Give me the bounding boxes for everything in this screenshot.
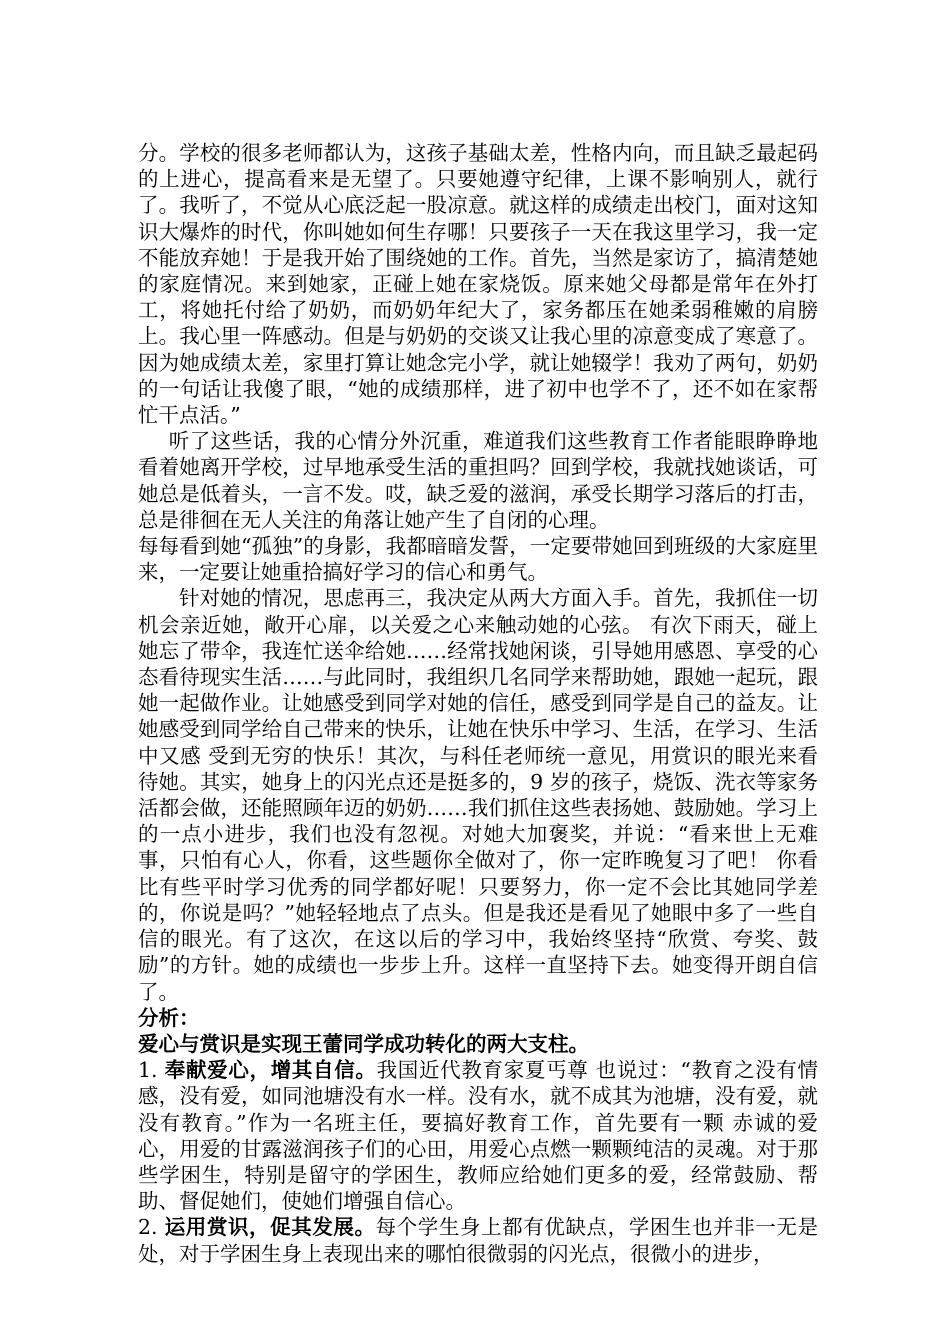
point-2-title: 运用赏识，促其发展。: [164, 1215, 376, 1240]
paragraph-two-approaches: 针对她的情况，思虑再三，我决定从两大方面入手。首先，我抓住一切机会亲近她，敞开心扉，以关爱之心来触动她的心弦。 有次下雨天，碰上她忘了带伞，我连忙送伞给她……经常找她闲谈，引导她用感恩、享受的心态看待现实生活……与此同时，我组织几名同学来帮助她，跟她一起玩，跟她一起做作业。让她感受到同学对她的信任，感受到同学是自己的益友。让她感受到同学给自己带来的快乐，让她在快乐中学习、生活，在学习、生活中又感 受到无穷的快乐！其次，与科任老师统一意见，用赏识的眼光来看待她。其实，她身上的闪光点还是挺多的，9 岁的孩子，烧饭、洗衣等家务活都会做，还能照顾年迈的奶奶……我们抓住这些表扬她、鼓励她。学习上的一点小进步，我们也没有忽视。对她大加褒奖，并说：“看来世上无难事，只怕有心人，你看，这些题你全做对了，你一定昨晚复习了吧！ 你看比有些平时学习优秀的同学都好呢！只要努力，你一定不会比其她同学差的，你说是吗？”她轻轻地点了点头。但是我还是看见了她眼中多了一些自信的眼光。有了这次，在这以后的学习中，我始终坚持“欣赏、夸奖、鼓励”的方针。她的成绩也一步步上升。这样一直坚持下去。她变得开朗自信了。: [138, 586, 818, 1004]
analysis-point-2: [138, 1214, 818, 1266]
paragraph-vow: 每每看到她“孤独”的身影，我都暗暗发誓，一定要带她回到班级的大家庭里来，一定要让她重拾搞好学习的信心和勇气。: [138, 534, 818, 585]
point-2-body: 每个学生身上都有优缺点，学困生也并非一无是处，对于学困生身上表现出来的哪怕很微弱的闪光点，很微小的进步，: [138, 1215, 818, 1266]
paragraph-heavy-heart: 听了这些话，我的心情分外沉重，难道我们这些教育工作者能眼睁睁地看着她离开学校，过早地承受生活的重担吗？回到学校，我就找她谈话，可她总是低着头，一言不发。哎，缺乏爱的滋润，承受长期学习落后的打击，总是徘徊在无人关注的角落让她产生了自闭的心理。: [138, 429, 818, 532]
point-1-title: 奉献爱心，增其自信。: [164, 1058, 377, 1083]
analysis-point-1: [138, 1057, 818, 1214]
paragraph-home-visit: 分。学校的很多老师都认为，这孩子基础太差，性格内向，而且缺乏最起码的上进心，提高看来是无望了。只要她遵守纪律，上课不影响别人，就行了。我听了，不觉从心底泛起一股凉意。就这样的成绩走出校门，面对这知识大爆炸的时代，你叫她如何生存哪！只要孩子一天在我这里学习，我一定不能放弃她！于是我开始了围绕她的工作。首先，当然是家访了，搞清楚她的家庭情况。来到她家，正碰上她在家烧饭。原来她父母都是常年在外打工，将她托付给了奶奶，而奶奶年纪大了，家务都压在她柔弱稚嫩的肩膀上。我心里一阵感动。但是与奶奶的交谈又让我心里的凉意变成了寒意了。因为她成绩太差，家里打算让她念完小学，就让她辍学！我劝了两句，奶奶的一句话让我傻了眼，“她的成绩那样，进了初中也学不了，还不如在家帮忙干点活。”: [138, 141, 818, 428]
point-1-body: 我国近代教育家夏丐尊 也说过：“教育之没有情感，没有爱，如同池塘没有水一样。没有水，就不成其为池塘，没有爱，就没有教育。”作为一名班主任，要搞好教育工作，首先要有一颗 赤诚的爱心，用爱的甘露滋润孩子们的心田，用爱心点燃一颗颗纯洁的灵魂。对于那些学困生，特别是留守的学困生，教师应给她们更多的爱，经常鼓励、帮助、督促她们，使她们增强自信心。: [138, 1058, 818, 1214]
analysis-heading: 分析：: [138, 1005, 200, 1030]
analysis-thesis: 爱心与赏识是实现王蕾同学成功转化的两大支柱。: [138, 1031, 589, 1056]
point-1-number: 1.: [138, 1058, 158, 1083]
point-2-number: 2.: [138, 1215, 158, 1240]
document-body: [138, 140, 818, 1267]
